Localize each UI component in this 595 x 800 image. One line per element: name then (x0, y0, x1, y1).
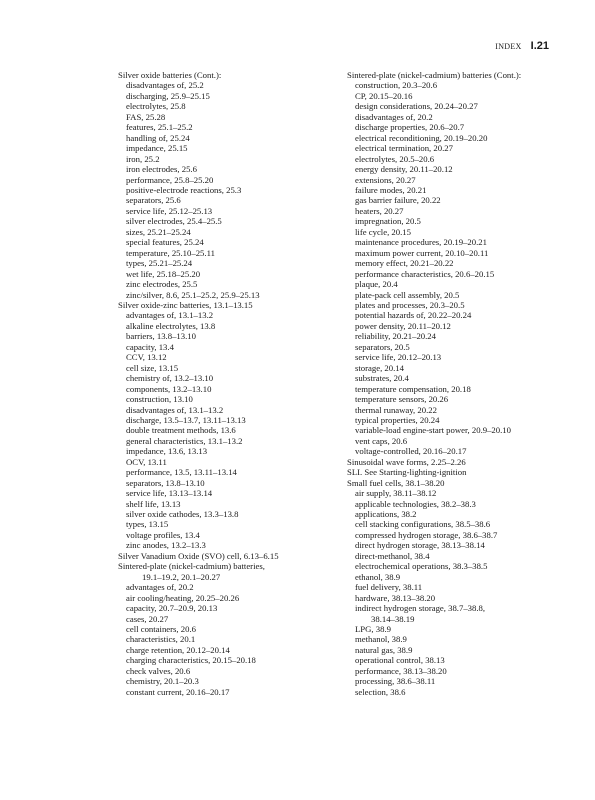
index-subentry: charging characteristics, 20.15–20.18 (126, 655, 256, 666)
index-subentry: direct hydrogen storage, 38.13–38.14 (355, 540, 485, 551)
index-subentry: heaters, 20.27 (355, 205, 404, 216)
index-subentry: potential hazards of, 20.22–20.24 (355, 310, 472, 321)
index-subentry: electrical reconditioning, 20.19–20.20 (355, 132, 488, 143)
index-subentry: check valves, 20.6 (126, 665, 191, 676)
index-subentry: electrical termination, 20.27 (355, 143, 453, 154)
running-head-index-label: INDEX (495, 42, 522, 51)
index-subentry: temperature sensors, 20.26 (355, 394, 449, 405)
index-subentry: indirect hydrogen storage, 38.7–38.8, (355, 603, 486, 614)
index-subentry: service life, 25.12–25.13 (126, 205, 213, 216)
index-subentry: silver oxide cathodes, 13.3–13.8 (126, 509, 239, 520)
index-subentry: general characteristics, 13.1–13.2 (126, 435, 243, 446)
index-subentry: hardware, 38.13–38.20 (355, 592, 436, 603)
index-subentry: capacity, 20.7–20.9, 20.13 (126, 603, 218, 614)
index-subentry: cell stacking configurations, 38.5–38.6 (355, 519, 491, 530)
index-subentry: processing, 38.6–38.11 (355, 676, 436, 687)
index-subentry: components, 13.2–13.10 (126, 383, 212, 394)
index-subentry: barriers, 13.8–13.10 (126, 331, 196, 342)
index-subentry: cell size, 13.15 (126, 362, 179, 373)
index-subentry: construction, 20.3–20.6 (355, 80, 438, 91)
index-subentry: cell containers, 20.6 (126, 624, 196, 635)
index-subentry: zinc anodes, 13.2–13.3 (126, 540, 206, 551)
index-subentry: wet life, 25.18–25.20 (126, 268, 201, 279)
index-subentry: charge retention, 20.12–20.14 (126, 644, 230, 655)
index-subentry: compressed hydrogen storage, 38.6–38.7 (355, 529, 498, 540)
index-subentry: design considerations, 20.24–20.27 (355, 101, 478, 112)
index-subentry: discharge, 13.5–13.7, 13.11–13.13 (126, 414, 246, 425)
index-subentry: chemistry of, 13.2–13.10 (126, 373, 214, 384)
index-subentry: impedance, 13.6, 13.13 (126, 446, 208, 457)
index-subentry: voltage-controlled, 20.16–20.17 (355, 446, 467, 457)
index-subentry: performance, 38.13–38.20 (355, 665, 447, 676)
index-subentry: separators, 25.6 (126, 195, 181, 206)
index-main-entry: Silver oxide batteries (Cont.): (118, 70, 222, 80)
index-column-right (347, 70, 582, 697)
index-subentry: double treatment methods, 13.6 (126, 425, 236, 436)
index-subentry: advantages of, 20.2 (126, 582, 194, 593)
index-subentry: power density, 20.11–20.12 (355, 320, 451, 331)
index-subentry: electrochemical operations, 38.3–38.5 (355, 561, 488, 572)
index-subentry: alkaline electrolytes, 13.8 (126, 320, 216, 331)
index-subentry: temperature, 25.10–25.11 (126, 247, 215, 258)
index-subentry: energy density, 20.11–20.12 (355, 164, 453, 175)
index-subentry: iron, 25.2 (126, 153, 160, 164)
index-subentry: ethanol, 38.9 (355, 571, 401, 582)
index-entry-continuation: 38.14–38.19 (371, 613, 415, 624)
index-subentry: capacity, 13.4 (126, 341, 174, 352)
index-subentry: FAS, 25.28 (126, 111, 166, 122)
index-entry-continuation: 19.1–19.2, 20.1–20.27 (142, 571, 221, 582)
index-subentry: discharge properties, 20.6–20.7 (355, 122, 465, 133)
index-subentry: thermal runaway, 20.22 (355, 404, 437, 415)
index-subentry: CCV, 13.12 (126, 352, 167, 363)
index-main-entry: SLI. See Starting-lighting-ignition (347, 467, 467, 478)
index-subentry: separators, 13.8–13.10 (126, 477, 205, 488)
page-number: I.21 (530, 40, 549, 52)
index-subentry: constant current, 20.16–20.17 (126, 686, 230, 697)
index-subentry: typical properties, 20.24 (355, 414, 440, 425)
index-subentry: features, 25.1–25.2 (126, 122, 193, 133)
index-subentry: service life, 20.12–20.13 (355, 352, 442, 363)
index-subentry: disadvantages of, 13.1–13.2 (126, 404, 224, 415)
index-subentry: maximum power current, 20.10–20.11 (355, 247, 489, 258)
index-subentry: advantages of, 13.1–13.2 (126, 310, 214, 321)
index-subentry: OCV, 13.11 (126, 456, 167, 467)
index-subentry: impedance, 25.15 (126, 143, 188, 154)
index-subentry: separators, 20.5 (355, 341, 410, 352)
index-subentry: life cycle, 20.15 (355, 226, 411, 237)
index-subentry: cases, 20.27 (126, 613, 169, 624)
index-subentry: silver electrodes, 25.4–25.5 (126, 216, 222, 227)
index-subentry: CP, 20.15–20.16 (355, 90, 413, 101)
index-subentry: fuel delivery, 38.11 (355, 582, 423, 593)
index-subentry: iron electrodes, 25.6 (126, 164, 197, 175)
index-subentry: performance, 25.8–25.20 (126, 174, 214, 185)
index-subentry: performance characteristics, 20.6–20.15 (355, 268, 495, 279)
index-subentry: sizes, 25.21–25.24 (126, 226, 191, 237)
index-subentry: methanol, 38.9 (355, 634, 407, 645)
index-subentry: chemistry, 20.1–20.3 (126, 676, 199, 687)
index-subentry: reliability, 20.21–20.24 (355, 331, 436, 342)
index-subentry: gas barrier failure, 20.22 (355, 195, 441, 206)
index-subentry: applicable technologies, 38.2–38.3 (355, 498, 476, 509)
index-subentry: variable-load engine-start power, 20.9–20.10 (355, 425, 511, 436)
index-subentry: construction, 13.10 (126, 394, 193, 405)
index-subentry: maintenance procedures, 20.19–20.21 (355, 237, 487, 248)
index-subentry: air supply, 38.11–38.12 (355, 488, 437, 499)
index-subentry: electrolytes, 20.5–20.6 (355, 153, 435, 164)
index-column-left (118, 70, 353, 697)
index-subentry: applications, 38.2 (355, 509, 417, 520)
index-subentry: disadvantages of, 25.2 (126, 80, 204, 91)
index-subentry: extensions, 20.27 (355, 174, 416, 185)
index-subentry: types, 13.15 (126, 519, 169, 530)
index-subentry: zinc/silver, 8.6, 25.1–25.2, 25.9–25.13 (126, 289, 260, 300)
index-subentry: plaque, 20.4 (355, 279, 398, 290)
index-subentry: special features, 25.24 (126, 237, 204, 248)
index-subentry: temperature compensation, 20.18 (355, 383, 471, 394)
index-subentry: discharging, 25.9–25.15 (126, 90, 210, 101)
index-subentry: impregnation, 20.5 (355, 216, 421, 227)
index-subentry: LPG, 38.9 (355, 624, 391, 635)
index-main-entry: Small fuel cells, 38.1–38.20 (347, 477, 445, 488)
index-subentry: plate-pack cell assembly, 20.5 (355, 289, 460, 300)
index-main-entry: Sinusoidal wave forms, 2.25–2.26 (347, 456, 466, 467)
index-main-entry: Sintered-plate (nickel-cadmium) batteries, (118, 561, 265, 572)
index-subentry: characteristics, 20.1 (126, 634, 196, 645)
index-subentry: voltage profiles, 13.4 (126, 529, 200, 540)
index-subentry: electrolytes, 25.8 (126, 101, 186, 112)
index-subentry: disadvantages of, 20.2 (355, 111, 433, 122)
index-subentry: storage, 20.14 (355, 362, 404, 373)
index-subentry: service life, 13.13–13.14 (126, 488, 213, 499)
index-subentry: performance, 13.5, 13.11–13.14 (126, 467, 237, 478)
index-subentry: types, 25.21–25.24 (126, 258, 193, 269)
index-subentry: vent caps, 20.6 (355, 435, 408, 446)
index-subentry: zinc electrodes, 25.5 (126, 279, 198, 290)
index-subentry: direct-methanol, 38.4 (355, 550, 430, 561)
index-subentry: memory effect, 20.21–20.22 (355, 258, 454, 269)
index-subentry: failure modes, 20.21 (355, 184, 427, 195)
index-subentry: plates and processes, 20.3–20.5 (355, 299, 465, 310)
index-subentry: operational control, 38.13 (355, 655, 445, 666)
index-subentry: positive-electrode reactions, 25.3 (126, 184, 242, 195)
index-subentry: natural gas, 38.9 (355, 644, 413, 655)
index-subentry: air cooling/heating, 20.25–20.26 (126, 592, 240, 603)
running-head (495, 40, 549, 52)
index-main-entry: Sintered-plate (nickel-cadmium) batteries (Cont.): (347, 70, 522, 80)
index-subentry: substrates, 20.4 (355, 373, 409, 384)
index-main-entry: Silver oxide-zinc batteries, 13.1–13.15 (118, 299, 253, 310)
index-subentry: shelf life, 13.13 (126, 498, 181, 509)
index-main-entry: Silver Vanadium Oxide (SVO) cell, 6.13–6.15 (118, 550, 279, 561)
index-subentry: handling of, 25.24 (126, 132, 190, 143)
index-subentry: selection, 38.6 (355, 686, 406, 697)
